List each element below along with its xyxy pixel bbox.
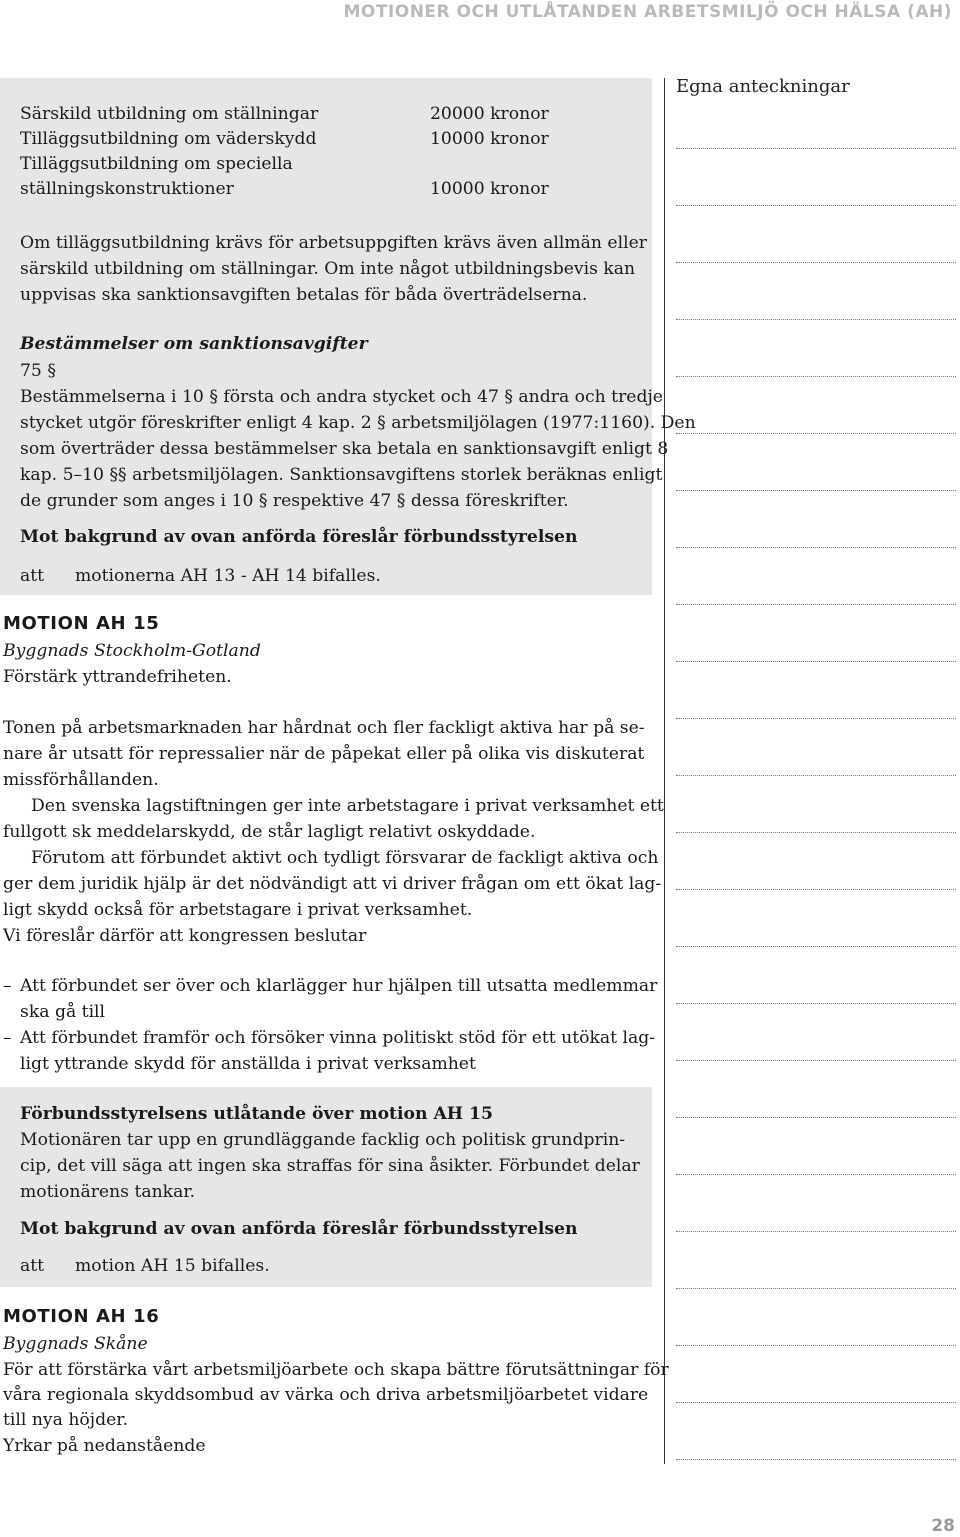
body-line: ligt skydd också för arbetstagare i privat verksamhet. [3, 900, 473, 920]
decision-text: motionerna AH 13 - AH 14 bifalles. [75, 566, 381, 586]
note-line[interactable] [676, 1060, 956, 1061]
note-line[interactable] [676, 718, 956, 719]
att-label: att [20, 566, 45, 586]
note-line[interactable] [676, 319, 956, 320]
note-line[interactable] [676, 1288, 956, 1289]
rules-line: som överträder dessa bestämmelser ska betala en sanktionsavgift enligt 8 [20, 439, 669, 459]
rules-line: de grunder som anges i 10 § respektive 47 § dessa föreskrifter. [20, 491, 569, 511]
statement-line: Motionären tar upp en grundläggande facklig och politisk grundprin- [20, 1130, 626, 1150]
list-item-line: ska gå till [20, 1002, 106, 1022]
box1-paragraph-line: särskild utbildning om ställningar. Om inte något utbildningsbevis kan [20, 259, 636, 279]
list-item-line: ligt yttrande skydd för anställda i privat verksamhet [20, 1054, 476, 1074]
board-proposal: Mot bakgrund av ovan anförda föreslår förbundsstyrelsen [20, 527, 578, 547]
motion-title: MOTION AH 15 [3, 613, 160, 634]
section-number: 75 § [20, 361, 56, 381]
note-line[interactable] [676, 1402, 956, 1403]
body-line: Förutom att förbundet aktivt och tydligt försvarar de fackligt aktiva och [31, 848, 659, 868]
note-line[interactable] [676, 376, 956, 377]
rules-line: kap. 5–10 §§ arbetsmiljölagen. Sanktionsavgiftens storlek beräknas enligt [20, 465, 663, 485]
column-divider [664, 78, 665, 1464]
list-dash: – [3, 1028, 12, 1048]
body-line: fullgott sk meddelarskydd, de står lagligt relativt oskyddade. [3, 822, 536, 842]
rules-line: stycket utgör föreskrifter enligt 4 kap. 2 § arbetsmiljölagen (1977:1160). Den [20, 413, 696, 433]
motion-author: Byggnads Skåne [3, 1334, 148, 1354]
motion-author: Byggnads Stockholm-Gotland [3, 641, 261, 661]
list-item-line: Att förbundet ser över och klarlägger hur hjälpen till utsatta medlemmar [20, 976, 658, 996]
note-line[interactable] [676, 1003, 956, 1004]
body-line: våra regionala skyddsombud av värka och driva arbetsmiljöarbetet vidare [3, 1385, 649, 1405]
note-line[interactable] [676, 433, 956, 434]
statement-line: motionärens tankar. [20, 1182, 196, 1202]
fee-amount: 10000 kronor [430, 129, 549, 149]
note-line[interactable] [676, 661, 956, 662]
note-line[interactable] [676, 262, 956, 263]
body-line: ger dem juridik hjälp är det nödvändigt att vi driver frågan om ett ökat lag- [3, 874, 662, 894]
list-item-line: Att förbundet framför och försöker vinna politiskt stöd för ett utökat lag- [20, 1028, 656, 1048]
body-line: Vi föreslår därför att kongressen beslutar [3, 926, 367, 946]
body-line: Tonen på arbetsmarknaden har hårdnat och fler fackligt aktiva har på se- [3, 718, 645, 738]
fee-label: Tilläggsutbildning om speciella [20, 154, 293, 174]
note-line[interactable] [676, 946, 956, 947]
body-line: missförhållanden. [3, 770, 159, 790]
note-line[interactable] [676, 205, 956, 206]
decision-text: motion AH 15 bifalles. [75, 1256, 270, 1276]
sanction-heading: Bestämmelser om sanktionsavgifter [20, 334, 368, 354]
statement-heading: Förbundsstyrelsens utlåtande över motion AH 15 [20, 1104, 493, 1124]
fee-label: Särskild utbildning om ställningar [20, 104, 319, 124]
motion-title: MOTION AH 16 [3, 1306, 160, 1327]
list-dash: – [3, 976, 12, 996]
body-line: nare år utsatt för repressalier när de påpekat eller på olika vis diskuterat [3, 744, 645, 764]
page-number: 28 [931, 1516, 955, 1536]
notes-title: Egna anteckningar [676, 76, 850, 97]
running-header: MOTIONER OCH UTLÅTANDEN ARBETSMILJÖ OCH HÄLSA (AH) [343, 2, 952, 22]
note-line[interactable] [676, 889, 956, 890]
note-line[interactable] [676, 490, 956, 491]
board-proposal: Mot bakgrund av ovan anförda föreslår förbundsstyrelsen [20, 1219, 578, 1239]
note-line[interactable] [676, 148, 956, 149]
note-line[interactable] [676, 1117, 956, 1118]
body-line: Yrkar på nedanstående [3, 1436, 206, 1456]
note-line[interactable] [676, 547, 956, 548]
body-line: till nya höjder. [3, 1410, 129, 1430]
rules-line: Bestämmelserna i 10 § första och andra stycket och 47 § andra och tredje [20, 387, 663, 407]
note-line[interactable] [676, 775, 956, 776]
motion-subtitle: Förstärk yttrandefriheten. [3, 667, 232, 687]
fee-amount: 10000 kronor [430, 179, 549, 199]
fee-label: Tilläggsutbildning om väderskydd [20, 129, 317, 149]
note-line[interactable] [676, 1345, 956, 1346]
box1-paragraph-line: uppvisas ska sanktionsavgiften betalas för båda överträdelserna. [20, 285, 588, 305]
att-label: att [20, 1256, 45, 1276]
fee-amount: 20000 kronor [430, 104, 549, 124]
note-line[interactable] [676, 1459, 956, 1460]
note-line[interactable] [676, 604, 956, 605]
box1-paragraph-line: Om tilläggsutbildning krävs för arbetsuppgiften krävs även allmän eller [20, 233, 647, 253]
statement-line: cip, det vill säga att ingen ska straffas för sina åsikter. Förbundet delar [20, 1156, 640, 1176]
note-line[interactable] [676, 1231, 956, 1232]
note-line[interactable] [676, 832, 956, 833]
note-line[interactable] [676, 1174, 956, 1175]
body-line: Den svenska lagstiftningen ger inte arbetstagare i privat verksamhet ett [31, 796, 664, 816]
fee-label: ställningskonstruktioner [20, 179, 234, 199]
body-line: För att förstärka vårt arbetsmiljöarbete och skapa bättre förutsättningar för [3, 1360, 669, 1380]
